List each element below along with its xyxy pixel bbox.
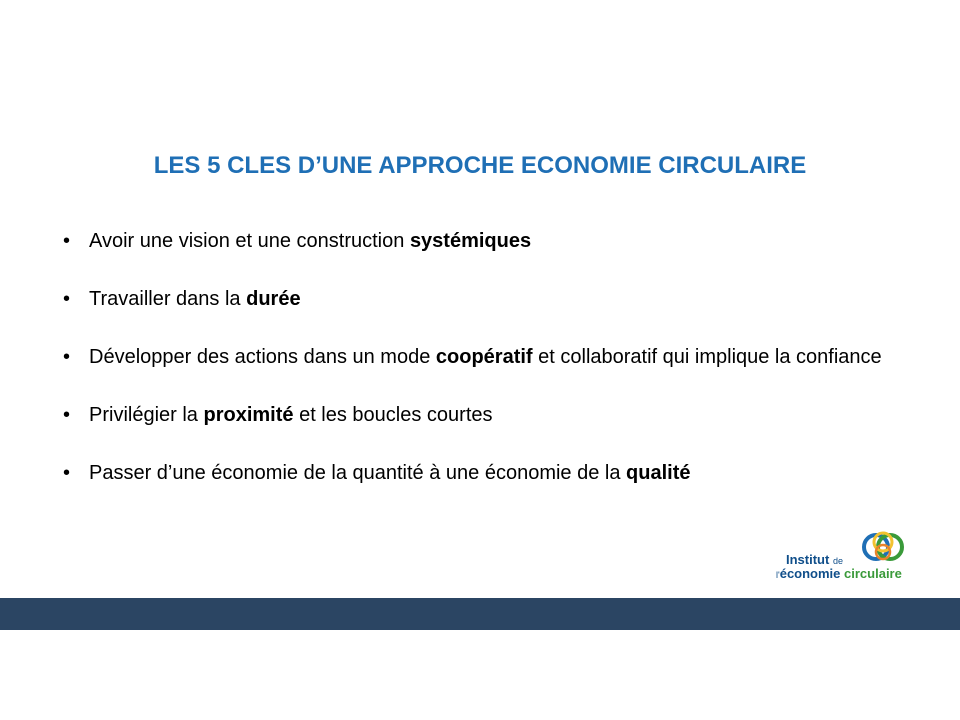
interlocking-rings-icon [860,528,906,566]
bullet-keyword: proximité [203,404,294,426]
bullet-text: Travailler dans la [89,288,247,310]
footer-band [0,598,960,630]
bullet-dot: • [63,230,71,252]
bullet-list [63,226,923,488]
slide-title: LES 5 CLES D’UNE APPROCHE ECONOMIE CIRCULAIRE [153,152,807,179]
bullet-dot: • [63,288,71,310]
logo-line-2 [776,566,902,581]
bullet-text: Développer des actions dans un mode [89,346,436,368]
logo-word: l' [776,570,780,580]
bullet-dot: • [63,462,71,484]
bullet-keyword: systémiques [409,230,532,252]
bullet-keyword: qualité [626,462,691,484]
bullet-text: et collaboratif qui implique la confiance [532,346,882,368]
bullet-text: Privilégier la [89,404,204,426]
bullet-keyword: coopératif [435,346,533,368]
bullet-item [63,458,923,488]
bullet-text: Passer d’une économie de la quantité à une économie de la [89,462,627,484]
logo-line-1 [786,552,843,567]
bullet-dot: • [63,346,71,368]
bullet-keyword: durée [246,288,301,310]
bullet-dot: • [63,404,71,426]
bullet-paragraph [89,342,903,372]
bullet-text: Avoir une vision et une construction [89,230,410,252]
institut-logo [776,528,920,584]
bullet-text: et les boucles courtes [293,404,493,426]
bullet-item [63,400,923,430]
logo-word: économie [779,566,841,581]
logo-word: Institut [786,552,830,567]
logo-word: de [832,556,843,566]
bullet-item [63,284,923,314]
bullet-item [63,342,923,372]
bullet-item [63,226,923,256]
logo-word: circulaire [844,566,902,581]
